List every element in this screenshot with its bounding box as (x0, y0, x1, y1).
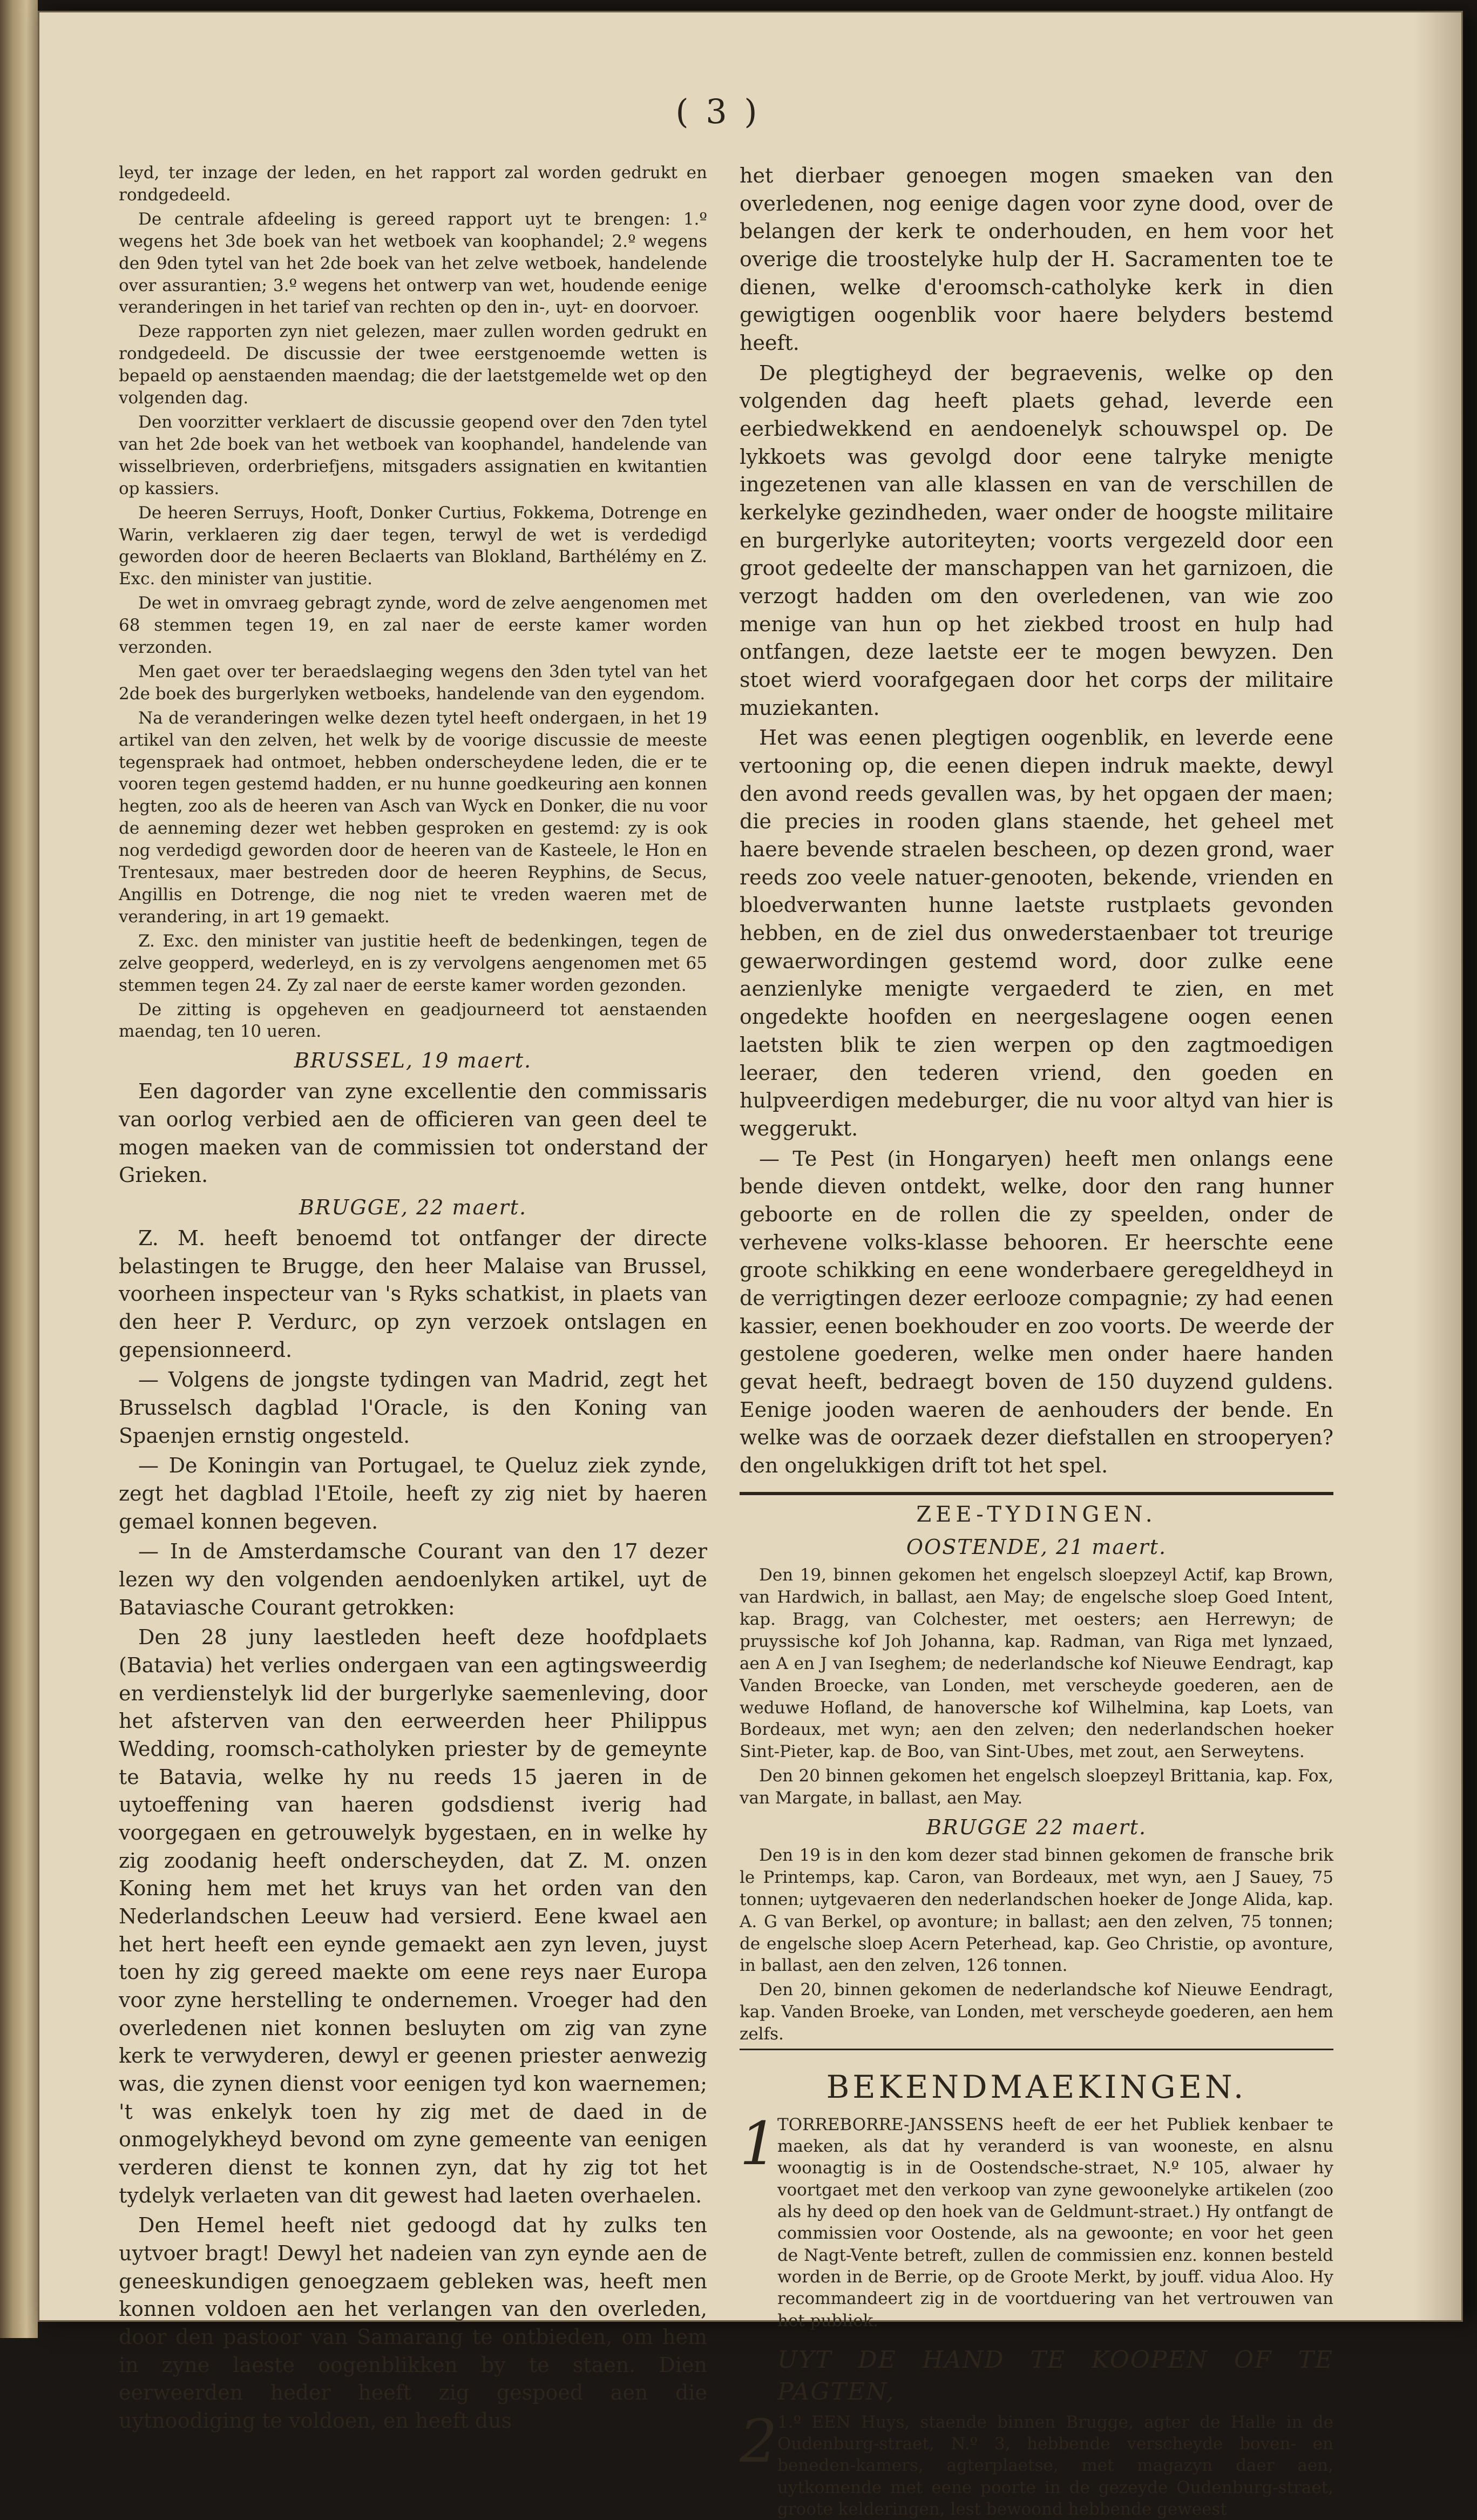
dateline-oostende: OOSTENDE, 21 maert. (906, 1535, 1167, 1559)
shipping-news-brugge (740, 1845, 1333, 2045)
newspaper-page (38, 11, 1463, 2519)
ad-text: TORREBORRE-JANSSENS heeft de eer het Publiek kenbaer te maeken, als dat hy veranderd is van wooneste, en alsnu woonagtig is in de Oostendsche-straet, N.º 105, alwaer hy voortgaet met den verkoop van zyne gewoonelyke artikelen (zoo als hy deed op den hoek van de Geldmunt-straet.) Hy ontfangt de commissien voor Oostende, als na gewoonte; en voor het geen de Nagt-Vente betreft, zullen de commissien enz. konnen besteld worden in de Berrie, op de Groote Merkt, by jouff. vidua Aloo. Hy recommandeert zig in de voortduering van het vertrouwen van het publiek. (777, 2114, 1333, 2330)
paragraph: Het was eenen plegtigen oogenblik, en leverde eene vertooning op, die eenen diepen indruk maekte, dewyl den avond reeds gevallen was, by het opgaen der maen; die precies in rooden glans staende, het geheel met haere bevende straelen bescheen, op dezen grond, waer reeds zoo veele natuer-genooten, bekende, vrienden en bloedverwanten hunne laetste rustplaets gevonden hebben, en de ziel dus onwederstaenbaer tot treurige gewaerwordingen gestemd word, door zulke eene aenzienlyke menigte vergaederd te zien, en met ongedekte hoofden en neergeslagene oogen eenen laetsten blik te zien werpen op den zagtmoedigen leeraer, den tederen vriend, den goeden en hulpveerdigen medeburger, die nu voor altyd van hier is weggerukt. (740, 726, 1333, 1140)
paragraph: De zitting is opgeheven en geadjourneerd tot aenstaenden maendag, ten 10 ueren. (119, 999, 707, 1042)
ad-heading: UYT DE HAND TE KOOPEN OF TE PAGTEN, (777, 2346, 1333, 2406)
paragraph: Den 19, binnen gekomen het engelsch sloepzeyl Actif, kap Brown, van Hardwich, in ballast, aen May; de engelsche sloep Goed Intent, kap. Bragg, van Colchester, met oesters; aen Herrewyn; de pruyssische kof Joh Johanna, kap. Radman, van Riga met lynzaed, aen A en J van Iseghem; de nederlandsche kof Nieuwe Eendragt, kap Vanden Broecke, van Londen, met verscheyde goederen, aen de weduwe Hofland, de hanoversche kof Wilhelmina, kap Loets, van Bordeaux, met wyn; aen den zelven; den nederlandschen hoeker Sint-Pieter, kap. de Boo, van Sint-Ubes, met zout, aen Serweytens. (740, 1565, 1333, 1762)
ad-number: 1 (740, 2109, 777, 2178)
page-number: ( 3 ) (675, 92, 761, 131)
paragraph: Deze rapporten zyn niet gelezen, maer zullen worden gedrukt en rondgedeeld. De discussie der twee eerstgenoemde wetten is bepaeld op aenstaenden maendag; die der laetstgemelde wet op den volgenden dag. (119, 322, 707, 408)
section-divider (740, 2049, 1333, 2050)
paragraph: De centrale afdeeling is gereed rapport uyt te brengen: 1.º wegens het 3de boek van het wetboek van koophandel; 2.º wegens den 9den tytel van het 2de boek van het zelve wetboek, handelende over assurantien; 3.º wegens het ontwerp van wet, houdende eenige veranderingen in het tarief van rechten op den in-, uyt- en doorvoer. (119, 209, 707, 317)
paragraph: Na de veranderingen welke dezen tytel heeft ondergaen, in het 19 artikel van den zelven, het welk by de voorige discussie de meeste tegenspraek had ontmoet, hebben onderscheydene leden, die er te vooren tegen gestemd hadden, er nu hunne goedkeuring aen konnen hegten, zoo als de heeren van Asch van Wyck en Donker, die nu voor de aenneming dezer wet hebben gesproken en gestemd: zy is ook nog verdedigd geworden door de heeren van de Kasteele, le Hon en Trentesaux, maer bestreden door de heeren Reyphins, de Secus, Angillis en Dotrenge, die nog niet te vreden waeren met de verandering, in art 19 gemaekt. (119, 708, 707, 927)
paragraph: het dierbaer genoegen mogen smaeken van den overledenen, nog eenige dagen voor zyne dood, over de belangen der kerk te onderhouden, en hem voor het overige die troostelyke hulp der H. Sacramenten toe te dienen, welke d'eroomsch-catholyke kerk in dien gewigtigen oogenblik voor haere belyders bestemd heeft. (740, 164, 1333, 355)
paragraph: Den voorzitter verklaert de discussie geopend over den 7den tytel van het 2de boek van het wetboek van koophandel, handelende van wisselbrieven, orderbriefjens, mitsgaders assignatien en kwitantien op kassiers. (119, 412, 707, 498)
brussel-news (119, 1078, 707, 1190)
paragraph: Den 28 juny laestleden heeft deze hoofdplaets (Batavia) het verlies ondergaen van een agtingsweerdig en verdienstelyk lid der burgerlyke saemenleving, door het afsterven van den eerweerden heer Philippus Wedding, roomsch-catholyken priester by de gemeynte te Batavia, welke hy nu reeds 15 jaeren in de uytoeffening van haeren godsdienst iverig had voorgegaen en getrouwelyk bygestaen, en in welke hy zig zoodanig heeft onderscheyden, dat Z. M. onzen Koning hem met het kruys van het orden van den Nederlandschen Leeuw had versierd. Eene kwael aen het hert heeft een eynde gemaekt aen zyn leven, juyst toen hy zig gereed maekte om eene reys naer Europa voor zyne herstelling te ondernemen. Vroeger had den overledenen niet konnen besluyten om zig van zyne kerk te verwyderen, dewyl er geenen priester aenwezig was, die zynen dienst voor eenigen tyd kon waernemen; 't was enkelyk toen hy zig met de daed in de onmogelykheyd bevond om zyne gemeente van eenigen verderen dienst te konnen zyn, dat hy zig tot het tydelyk verlaeten van dit gewest had laeten overhaelen. (119, 1625, 707, 2207)
paragraph: Den Hemel heeft niet gedoogd dat hy zulks ten uytvoer bragt! Dewyl het nadeien van zyn eynde aen de geneeskundigen genoegzaem gebleken was, heeft men konnen voldoen aen het verlangen van den overleden, door den pastoor van Samarang te ontbieden, om hem in zyne laeste oogenblikken by te staen. Dien eerweerden heder heeft zig gespoed aen die uytnoodiging te voldoen, en heeft dus (119, 2213, 707, 2433)
dateline-brugge-shipping: BRUGGE 22 maert. (926, 1815, 1147, 1840)
dateline-brugge: BRUGGE, 22 maert. (299, 1195, 527, 1219)
paragraph: Den 19 is in den kom dezer stad binnen gekomen de fransche brik le Printemps, kap. Caron, van Bordeaux, met wyn, aen J Sauey, 75 tonnen; uytgevaeren den nederlandschen hoeker de Jonge Alida, kap. A. G van Berkel, op avonture; in ballast; aen den zelven, 75 tonnen; de engelsche sloep Acern Peterhead, kap. Geo Christie, op avonture, in ballast, aen den zelven, 126 tonnen. (740, 1845, 1333, 1976)
paragraph: Den 20 binnen gekomen het engelsch sloepzeyl Brittania, kap. Fox, van Margate, in ballast, aen May. (740, 1766, 1333, 1808)
paragraph: — Te Pest (in Hongaryen) heeft men onlangs eene bende dieven ontdekt, welke, door den rang hunner geboorte en de rollen die zy speelden, onder de verhevene volks-klasse behooren. Er heerschte eene groote schikking en eene wonderbaere geregeldheyd in de verrigtingen dezer eerlooze compagnie; zy had eenen kassier, eenen boekhouder en zoo voorts. De weerde der gestolene goederen, welke men onder haere handen gevat heeft, bedraegt boven de 150 duyzend guldens. Eenige jooden waeren de aenhouders der bende. En welke was de oorzaek dezer diefstallen en strooperyen? den ongelukkigen drift tot het spel. (740, 1146, 1333, 1477)
paragraph: De wet in omvraeg gebragt zynde, word de zelve aengenomen met 68 stemmen tegen 19, en zal naer de eerste kamer worden verzonden. (119, 593, 707, 658)
paragraph: — Volgens de jongste tydingen van Madrid, zegt het Brusselsch dagblad l'Oracle, is den Koning van Spaenjen ernstig ongesteld. (119, 1368, 707, 1448)
brugge-news (119, 1225, 707, 2435)
paragraph: leyd, ter inzage der leden, en het rapport zal worden gedrukt en rondgedeeld. (119, 163, 707, 205)
bekendmaekingen-title: BEKENDMAEKINGEN. (826, 2069, 1247, 2106)
ad-number: 2 (740, 2406, 777, 2476)
paragraph: Men gaet over ter beraedslaeging wegens den 3den tytel van het 2de boek des burgerlyken wetboeks, handelende van den eygendom. (119, 661, 707, 704)
previous-page-edge (0, 0, 38, 2338)
paragraph: De heeren Serruys, Hooft, Donker Curtius, Fokkema, Dotrenge en Warin, verklaeren zig daer tegen, terwyl de wet is verdedigd geworden door de heeren Beclaerts van Blokland, Barthélémy en Z. Exc. den minister van justitie. (119, 503, 707, 589)
parliament-report (119, 162, 707, 1043)
zee-tydingen-title: ZEE-TYDINGEN. (916, 1502, 1157, 1527)
paragraph: — In de Amsterdamsche Courant van den 17 dezer lezen wy den volgenden aendoenlyken artikel, uyt de Bataviasche Courant getrokken: (119, 1539, 707, 1619)
paragraph: Z. Exc. den minister van justitie heeft de bedenkingen, tegen de zelve geopperd, wederleyd, en is zy vervolgens aengenomen met 65 stemmen tegen 24. Zy zal naer de eerste kamer worden gezonden. (119, 931, 707, 995)
ad-text: 1.º EEN Huys, staende binnen Brugge, agter de Halle in de Oudenburg-straet, N.º 3, hebbende verscheyde boven- en beneden-kamers, agterplaetse, met magazyn daer aen, uytkomende met eene poorte in de gezeyde Oudenburg-straet, groote kelderingen, lest bewoond hebbende geweest (777, 2412, 1333, 2519)
shipping-news-oostende (740, 1564, 1333, 1809)
advertisement-1 (740, 2109, 1333, 2332)
right-column (740, 162, 1333, 2520)
paragraph: De plegtigheyd der begraevenis, welke op den volgenden dag heeft plaets gehad, leverde een eerbiedwekkend en aendoenelyk schouwspel op. De lykkoets was gevolgd door eene talryke menigte ingezetenen van alle klassen en van de verschillen de kerkelyke gezindheden, waer onder de hoogste militaire en burgerlyke autoriteyten; voorts vergezeld door een groot gedeelte der manschappen van het garnizoen, die verzogt hadden om den overledenen, van wie zoo menige van hun op het ziekbed troost en hulp had ontfangen, deze laetste eer te mogen bewyzen. Den stoet wierd voorafgegaen door het corps der militaire muziekanten. (740, 361, 1333, 720)
paragraph: Een dagorder van zyne excellentie den commissaris van oorlog verbied aen de officieren van geen deel te mogen maeken van de commissien tot onderstand der Grieken. (119, 1079, 707, 1187)
advertisement-2 (740, 2406, 1333, 2520)
dateline-brussel: BRUSSEL, 19 maert. (294, 1049, 532, 1073)
paragraph: — De Koningin van Portugael, te Queluz ziek zynde, zegt het dagblad l'Etoile, heeft zy zig niet by haeren gemael konnen begeven. (119, 1454, 707, 1533)
paragraph: Z. M. heeft benoemd tot ontfanger der directe belastingen te Brugge, den heer Malaise van Brussel, voorheen inspecteur van 's Ryks schatkist, in plaets van den heer P. Verdurc, op zyn verzoek ontslagen en gepensionneerd. (119, 1226, 707, 1362)
paragraph: Den 20, binnen gekomen de nederlandsche kof Nieuwe Eendragt, kap. Vanden Broeke, van Londen, met verscheyde goederen, aen hem zelfs. (740, 1980, 1333, 2044)
section-divider (740, 1492, 1333, 1495)
batavia-continuation (740, 162, 1333, 1480)
left-column (119, 162, 707, 2437)
